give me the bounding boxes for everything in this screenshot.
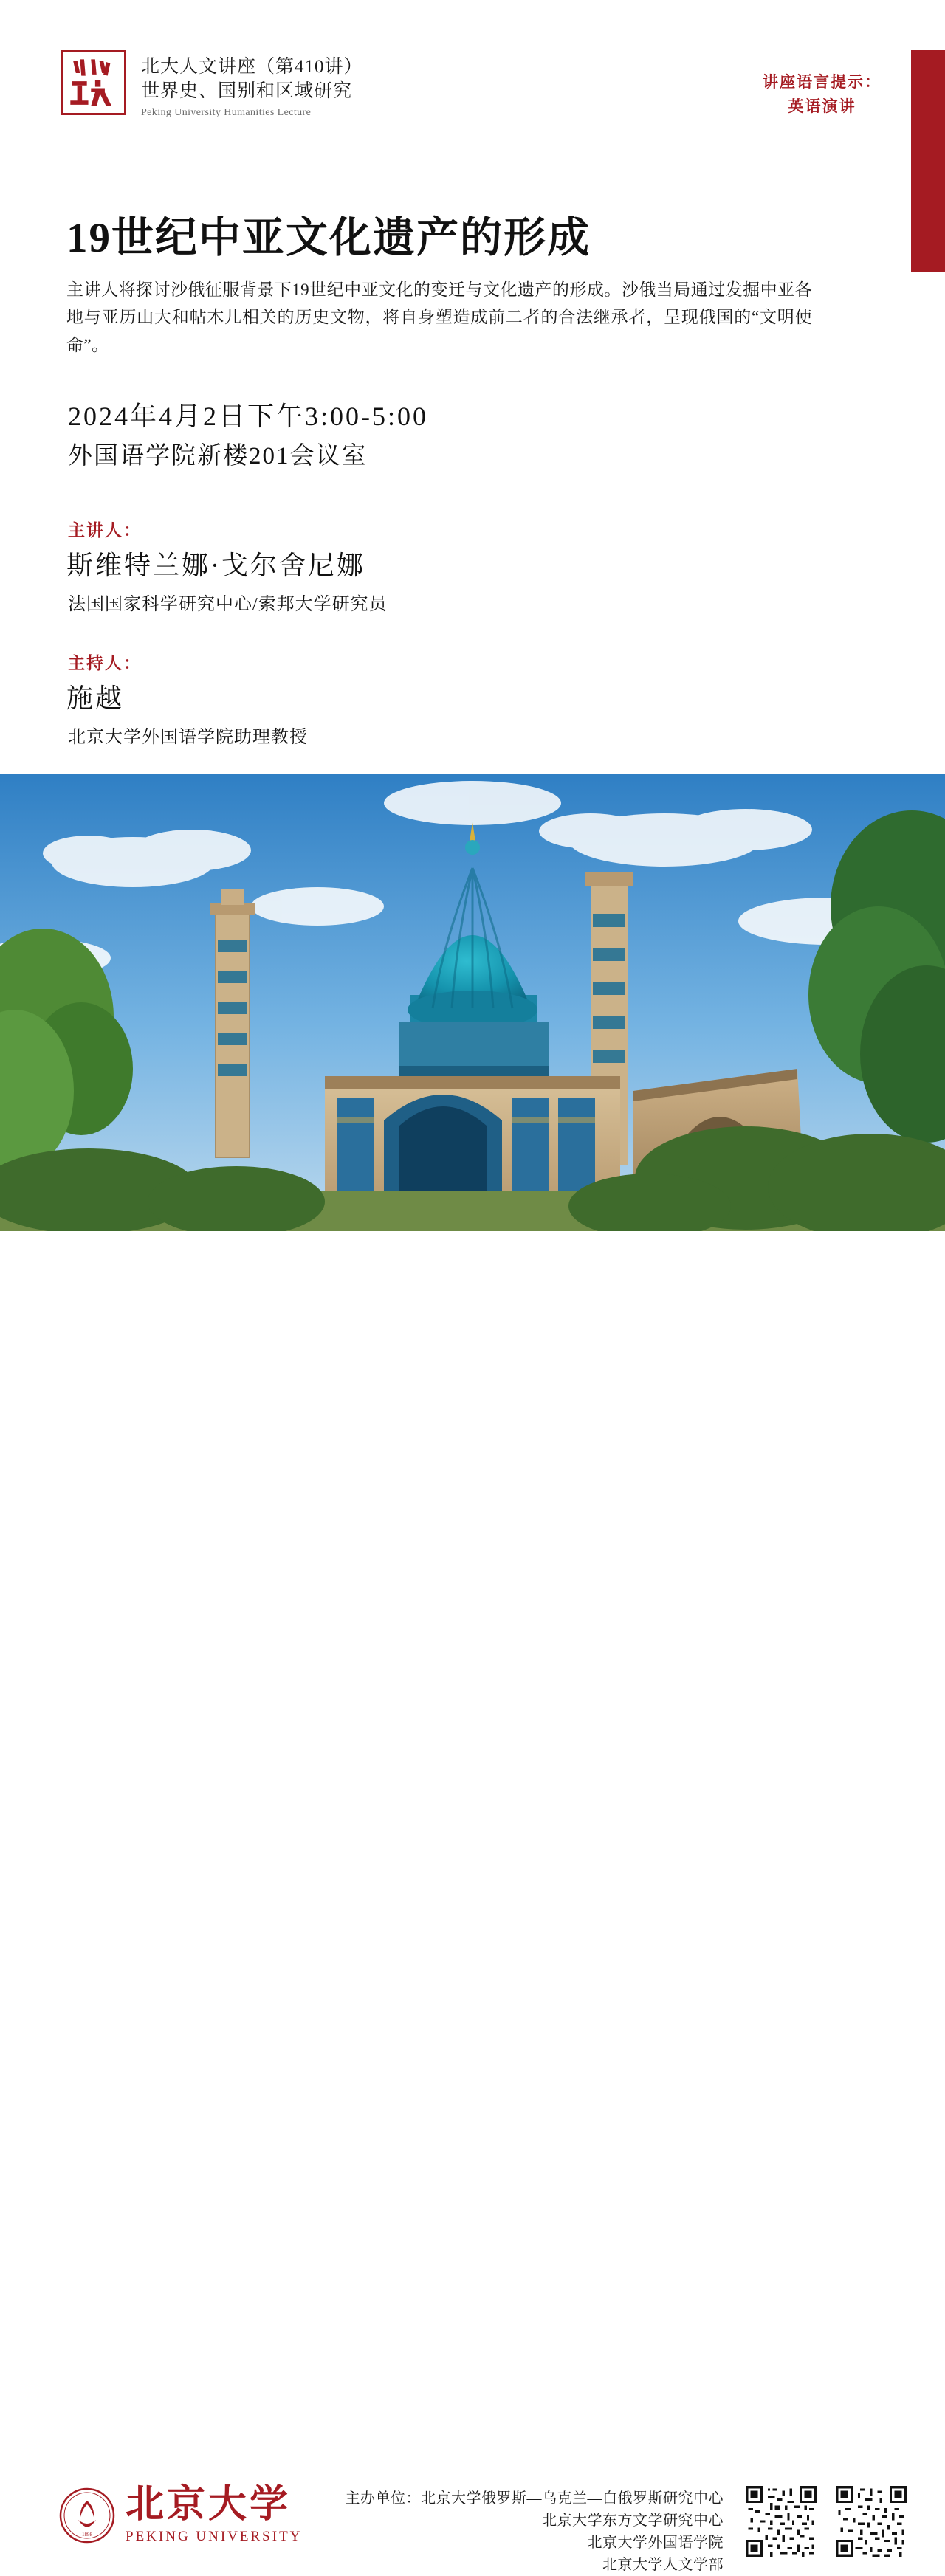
page-title: 19世纪中亚文化遗产的形成	[66, 215, 591, 262]
host-label: 主持人：	[68, 654, 142, 672]
pku-wordmark	[126, 2486, 302, 2545]
pku-seal-icon	[61, 50, 126, 115]
speaker-affiliation: 法国国家科学研究中心/索邦大学研究员	[68, 595, 388, 614]
qr-code-group	[746, 2486, 907, 2557]
organizer-line: 北京大学东方文学研究中心	[542, 2513, 724, 2529]
language-note	[763, 70, 882, 118]
event-datetime: 2024年4月2日下午3:00-5:00	[68, 402, 428, 431]
svg-text:1898: 1898	[82, 2532, 92, 2538]
event-venue: 外国语学院新楼201会议室	[68, 443, 368, 469]
speaker-label: 主讲人：	[68, 521, 142, 540]
pku-logo-cn: 北京大学	[126, 2484, 292, 2526]
language-note-line2: 英语演讲	[788, 97, 856, 115]
host-name: 施越	[66, 683, 125, 713]
organizers-list	[310, 2487, 724, 2576]
lecture-abstract: 主讲人将探讨沙俄征服背景下19世纪中亚文化的变迁与文化遗产的形成。沙俄当局通过发掘中亚各地与亚历山大和帖木儿相关的历史文物，将自身塑造成前二者的合法继承者，呈现俄国的“文明使命”。	[66, 280, 812, 354]
speaker-name: 斯维特兰娜·戈尔舍尼娜	[66, 551, 365, 580]
organizer-line: 北京大学外国语学院	[587, 2535, 724, 2551]
host-affiliation: 北京大学外国语学院助理教授	[68, 728, 308, 747]
pku-logo	[59, 2486, 302, 2545]
qr-code-left[interactable]	[746, 2486, 817, 2557]
accent-bar-right	[911, 50, 945, 272]
pku-logo-en: PEKING UNIVERSITY	[126, 2529, 303, 2544]
qr-code-right[interactable]	[836, 2486, 907, 2557]
poster-footer	[0, 1231, 945, 2573]
lecture-series-line2: 世界史、国别和区域研究	[141, 81, 353, 101]
architecture-photo	[0, 774, 945, 1231]
lecture-series-en: Peking University Humanities Lecture	[141, 107, 312, 118]
organizer-line: 主办单位：北京大学俄罗斯—乌克兰—白俄罗斯研究中心	[345, 2490, 724, 2507]
organizer-line: 北京大学人文学部	[602, 2557, 724, 2573]
lecture-series-line1: 北大人文讲座（第410讲）	[141, 57, 363, 77]
lecture-header	[61, 50, 363, 119]
pku-round-logo-icon	[59, 2487, 115, 2544]
language-note-line1: 讲座语言提示：	[763, 73, 882, 91]
